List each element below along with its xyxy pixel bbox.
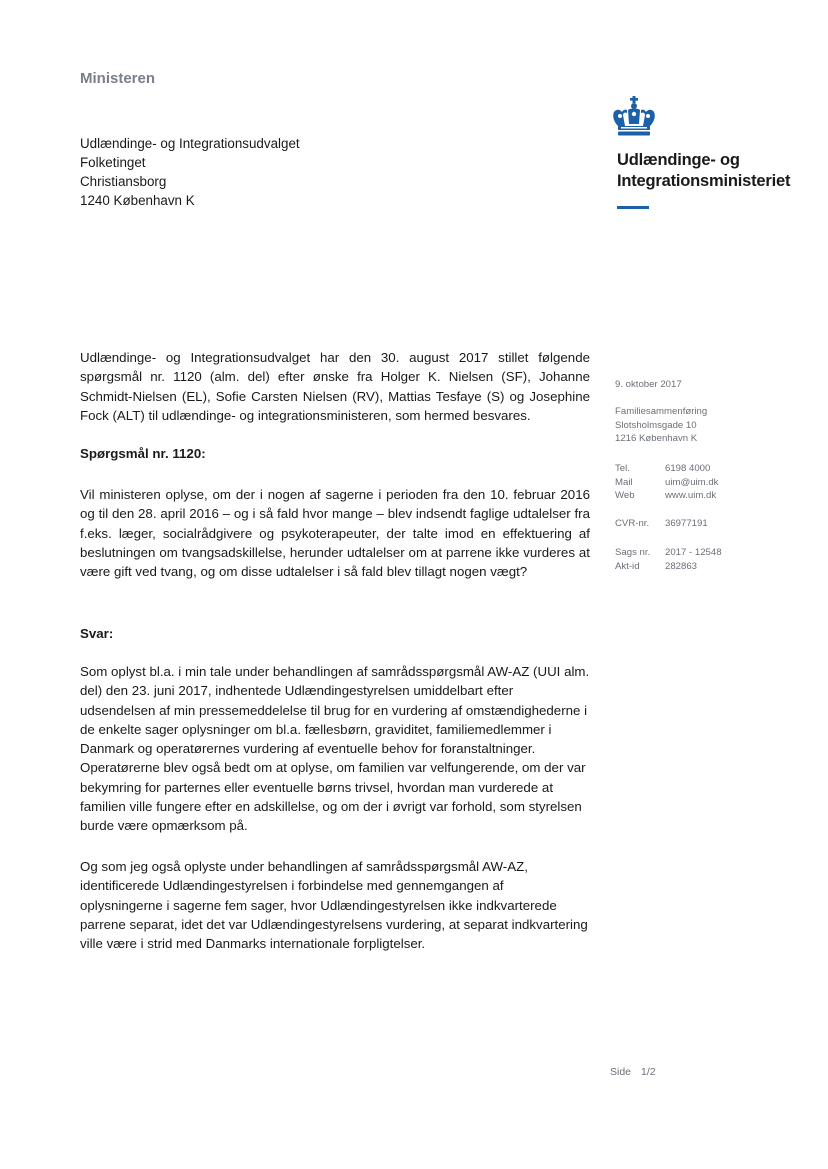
question-paragraph: [80, 485, 590, 581]
page-label: Side: [610, 1066, 632, 1078]
recipient-line-4: 1240 København K: [80, 193, 195, 208]
contact-mail: [615, 476, 718, 490]
ministry-name-line-1: Udlændinge- og: [617, 151, 740, 169]
recipient-address: [80, 134, 300, 210]
mail-label: Mail: [615, 476, 633, 488]
tel-value: 6198 4000: [665, 463, 711, 474]
answer-text-2: Og som jeg også oplyste under behandlingen af samrådsspørgsmål AW-AZ, identificerede Udlændingestyrelsen i forbindelse med gennemgangen af oplysningerne i sagerne fem sager, hvor Udlændingestyrelsen ikke indkvarterede parrene separat, idet det var Udlændingestyrelsens vurdering, at separat indkvartering ville være i strid med Danmarks internationale forpligtelser.: [80, 859, 588, 952]
case-block: [615, 546, 722, 573]
ministry-name-line-2: Integrationsministeriet: [617, 172, 791, 190]
page-number: [610, 1066, 656, 1078]
intro-paragraph: [80, 348, 590, 425]
sags-label: Sags nr.: [615, 547, 651, 558]
letter-date: 9. oktober 2017: [615, 379, 682, 390]
department-street: Slotsholmsgade 10: [615, 419, 697, 431]
contact-web: [615, 489, 718, 503]
contact-block: [615, 462, 718, 503]
akt-row: [615, 560, 722, 574]
cvr-value: 36977191: [665, 518, 708, 529]
contact-tel: [615, 462, 718, 476]
mail-value: uim@uim.dk: [665, 476, 719, 488]
sender-label: Ministeren: [80, 70, 156, 87]
cvr-row: [615, 517, 708, 531]
web-value: www.uim.dk: [665, 490, 717, 501]
answer-paragraph-2: [80, 857, 590, 953]
question-text: Vil ministeren oplyse, om der i nogen af sagerne i perioden fra den 10. februar 2016 og til den 28. april 2016 – og i så fald hvor mange – blev indsendt faglige udtalelser fra f.eks. læger, socialrådgivere og psykoterapeuter, der talte imod en effektuering af beslutningen om tvangsadskillelse, herunder udtalelser om at parrene ikke vurderes at være gift ved tvang, og om disse udtalelser i så fald blev tillagt nogen vægt?: [80, 487, 590, 580]
cvr-label: CVR-nr.: [615, 518, 650, 529]
intro-text: Udlændinge- og Integrationsudvalget har den 30. august 2017 stillet følgende spørgsmål nr. 1120 (alm. del) efter ønske fra Holger K. Nielsen (SF), Johanne Schmidt-Nielsen (EL), Sofie Carsten Nielsen (RV), Mattias Tesfaye (S) og Josephine Fock (ALT) til udlændinge- og integrationsministeren, som hermed besvares.: [80, 350, 590, 423]
cvr-block: [615, 517, 708, 531]
tel-label: Tel.: [615, 463, 630, 474]
answer-paragraph-1: [80, 662, 590, 836]
ministry-name: [617, 150, 790, 192]
akt-value: 282863: [665, 560, 698, 572]
sags-row: [615, 546, 722, 560]
sags-value: 2017 - 12548: [665, 547, 722, 558]
department-name: Familiesammenføring: [615, 406, 708, 417]
answer-text-1: Som oplyst bl.a. i min tale under behandlingen af samrådsspørgsmål AW-AZ (UUI alm. del) den 23. juni 2017, indhentede Udlændingestyrelsen umiddelbart efter udsendelsen af min pressemeddelelse til brug for en vurdering af omstændighederne i de enkelte sager oplysninger om bl.a. fællesbørn, graviditet, familiemedlemmer i Danmark og operatørernes vurdering af eventuelle behov for foranstaltninger. Operatørerne blev også bedt om at oplyse, om familien var velfungerende, om der var bekymring for parternes eller eventuelle børns trivsel, hvordan man vurderede at familien ville fungere efter en adskillelse, og om der i øvrigt var forhold, som styrelsen burde være opmærksom på.: [80, 664, 590, 834]
recipient-line-2: Folketinget: [80, 155, 146, 170]
recipient-line-3: Christiansborg: [80, 174, 167, 189]
crown-logo-icon: [610, 96, 658, 140]
web-label: Web: [615, 490, 635, 501]
department-address: [615, 405, 707, 446]
akt-label: Akt-id: [615, 560, 640, 572]
question-heading: Spørgsmål nr. 1120:: [80, 446, 206, 461]
recipient-line-1: Udlændinge- og Integrationsudvalget: [80, 136, 300, 151]
page-value: 1/2: [641, 1066, 656, 1078]
department-city: 1216 København K: [615, 433, 698, 444]
answer-heading: Svar:: [80, 626, 114, 641]
ministry-accent-bar: [617, 206, 649, 209]
